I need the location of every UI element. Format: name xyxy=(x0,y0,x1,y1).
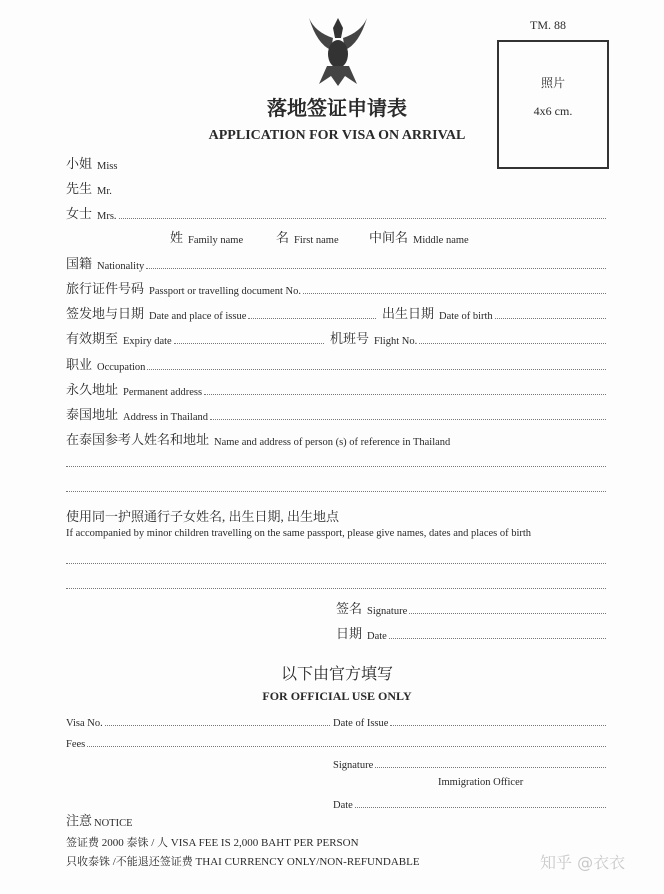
reference-line-1[interactable] xyxy=(66,466,606,467)
label-cn: 中间名 xyxy=(369,230,409,245)
fill-line xyxy=(495,318,606,319)
fill-line xyxy=(204,394,606,395)
children-line-1[interactable] xyxy=(66,563,606,564)
label-en: Occupation xyxy=(97,362,146,373)
label-en: Mr. xyxy=(97,186,112,197)
watermark: 知乎 @衣衣 xyxy=(540,853,626,872)
label-cn: 泰国地址 xyxy=(66,407,119,422)
photo-box xyxy=(497,40,609,169)
photo-label: 照片 xyxy=(540,76,565,90)
label-en: Middle name xyxy=(413,235,469,246)
notice-fee: 签证费 2000 泰铢 / 人 VISA FEE IS 2,000 BAHT PER PERSON xyxy=(66,837,359,849)
label-en: Expiry date xyxy=(123,336,172,347)
fill-line xyxy=(119,218,606,219)
officer-date-field[interactable] xyxy=(333,795,606,811)
issue-field[interactable] xyxy=(66,306,376,322)
flight-field[interactable] xyxy=(330,331,606,347)
official-title-en: FOR OFFICIAL USE ONLY xyxy=(262,689,412,703)
label-cn: 签发地与日期 xyxy=(66,306,145,321)
children-label-cn: 使用同一护照通行子女姓名, 出生日期, 出生地点 xyxy=(66,509,340,524)
label-en: Date and place of issue xyxy=(149,311,247,322)
label-en: Date xyxy=(367,631,387,642)
date-field[interactable] xyxy=(336,626,606,642)
label-cn: 机班号 xyxy=(330,331,370,346)
reference-line-2[interactable] xyxy=(66,491,606,492)
middle-name-label xyxy=(369,230,469,246)
fill-line xyxy=(147,369,606,370)
signature-field[interactable] xyxy=(336,601,606,617)
notice-currency: 只收泰铢 /不能退还签证费 THAI CURRENCY ONLY/NON-REFUNDABLE xyxy=(66,856,420,868)
label-cn: 旅行证件号码 xyxy=(66,281,145,296)
label-cn: 签名 xyxy=(336,601,363,616)
fill-line xyxy=(87,746,606,747)
first-name-label xyxy=(276,230,339,246)
fill-line xyxy=(146,268,606,269)
visa-no-field[interactable] xyxy=(66,713,330,729)
fill-line xyxy=(390,725,606,726)
label-cn: 职业 xyxy=(66,357,93,372)
title-chinese: 落地签证申请表 xyxy=(267,98,407,120)
title-english: APPLICATION FOR VISA ON ARRIVAL xyxy=(208,128,466,143)
reference-label xyxy=(66,432,450,448)
label-cn: 出生日期 xyxy=(382,306,435,321)
children-line-2[interactable] xyxy=(66,588,606,589)
notice-title xyxy=(66,813,133,829)
dob-field[interactable] xyxy=(382,306,606,322)
expiry-field[interactable] xyxy=(66,331,324,347)
label-cn: 女士 xyxy=(66,206,93,221)
label-cn: 在泰国参考人姓名和地址 xyxy=(66,432,210,447)
label-en: Signature xyxy=(333,760,374,771)
fill-line xyxy=(210,419,606,420)
salutation-miss[interactable] xyxy=(66,156,117,172)
label-cn: 名 xyxy=(276,230,290,245)
immigration-officer-label: Immigration Officer xyxy=(438,777,524,788)
label-en: Family name xyxy=(188,235,244,246)
label-cn: 先生 xyxy=(66,181,93,196)
officer-signature-field[interactable] xyxy=(333,755,606,771)
date-of-issue-field[interactable] xyxy=(333,713,606,729)
label-en: Nationality xyxy=(97,261,145,272)
form-number: TM. 88 xyxy=(530,18,566,32)
official-title-cn: 以下由官方填写 xyxy=(280,666,393,683)
thailand-address-field[interactable] xyxy=(66,407,606,423)
label-en: Address in Thailand xyxy=(123,412,208,423)
fill-line xyxy=(355,807,606,808)
label-en: Passport or travelling document No. xyxy=(149,286,301,297)
occupation-field[interactable] xyxy=(66,357,606,373)
fill-line xyxy=(105,725,330,726)
label-cn: 姓 xyxy=(170,230,184,245)
label-cn: 注意 xyxy=(66,813,93,828)
label-en: Date xyxy=(333,800,353,811)
label-en: Fees xyxy=(66,739,86,750)
fill-line xyxy=(174,343,324,344)
fill-line xyxy=(303,293,606,294)
label-en: Flight No. xyxy=(374,336,418,347)
label-en: Date of birth xyxy=(439,311,493,322)
children-label-en: If accompanied by minor children travelling on the same passport, please give names, dates and places of birth xyxy=(66,528,532,539)
label-en: Mrs. xyxy=(97,211,117,222)
garuda-emblem-icon xyxy=(305,14,371,88)
label-cn: 日期 xyxy=(336,626,363,641)
nationality-field[interactable] xyxy=(66,256,606,272)
fees-field[interactable] xyxy=(66,734,606,750)
family-name-label xyxy=(170,230,243,246)
label-en: Permanent address xyxy=(123,387,203,398)
label-en: First name xyxy=(294,235,339,246)
fill-line xyxy=(409,613,606,614)
label-en: Visa No. xyxy=(66,718,103,729)
salutation-mr[interactable] xyxy=(66,181,112,197)
label-cn: 永久地址 xyxy=(66,382,119,397)
label-en: Name and address of person (s) of reference in Thailand xyxy=(214,437,451,448)
photo-size: 4x6 cm. xyxy=(533,104,573,118)
fill-line xyxy=(248,318,376,319)
name-field[interactable] xyxy=(66,206,606,222)
fill-line xyxy=(389,638,606,639)
label-en: Date of Issue xyxy=(333,718,389,729)
fill-line xyxy=(375,767,606,768)
label-en: NOTICE xyxy=(94,818,133,829)
label-cn: 有效期至 xyxy=(66,331,119,346)
label-en: Signature xyxy=(367,606,408,617)
label-cn: 小姐 xyxy=(66,156,93,171)
label-en: Miss xyxy=(97,161,118,172)
passport-field[interactable] xyxy=(66,281,606,297)
label-cn: 国籍 xyxy=(66,256,93,271)
permanent-address-field[interactable] xyxy=(66,382,606,398)
fill-line xyxy=(419,343,606,344)
